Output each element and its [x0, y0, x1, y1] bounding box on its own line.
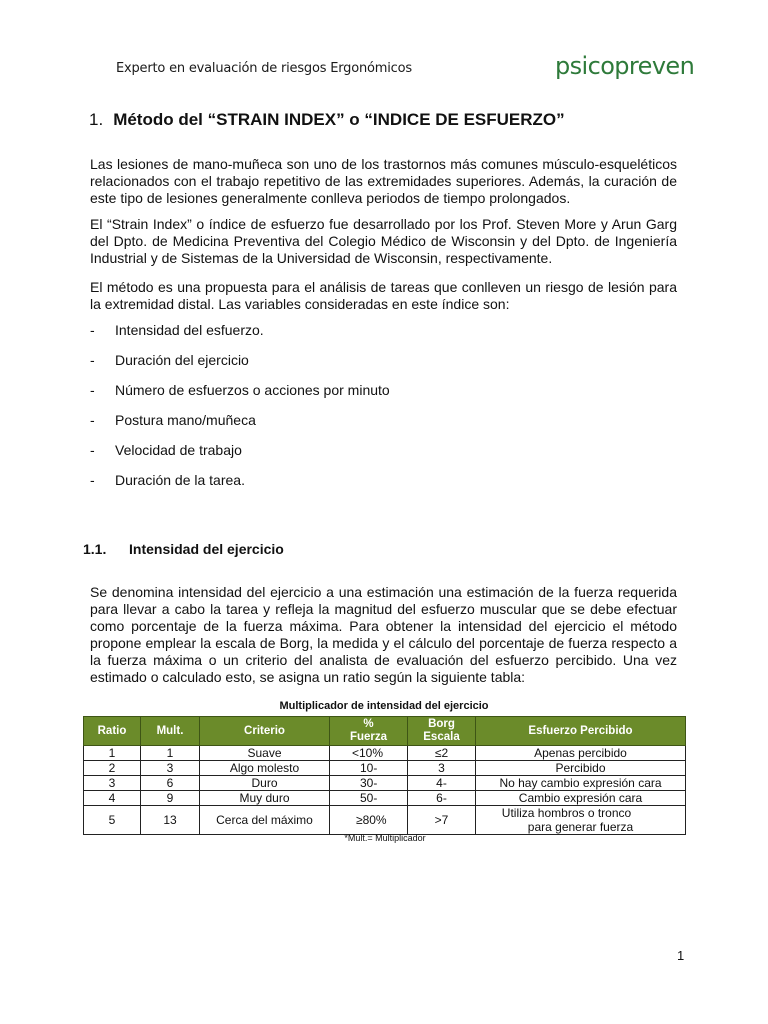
paragraph-authors: El “Strain Index” o índice de esfuerzo fue desarrollado por los Prof. Steven More y Arun Garg del Dpto. de Medicina Preventiva del Colegio Médico de Wisconsin y del Dpto. de Ingeniería Industrial y de Sistemas de la Universidad de Wisconsin, respectivamente.: [90, 216, 677, 266]
section-title: Método del “STRAIN INDEX” o “INDICE DE ESFUERZO”: [113, 110, 565, 129]
psicopreven-logo: psicopreven: [555, 52, 695, 80]
subsection-number: 1.1.: [83, 541, 107, 557]
section-heading: [89, 110, 565, 130]
paragraph-intensity: Se denomina intensidad del ejercicio a una estimación una estimación de la fuerza requerida para llevar a cabo la tarea y refleja la magnitud del esfuerzo muscular que se debe efectuar como porcentaje de la fuerza máxima. Para obtener la intensidad del ejercicio el método propone emplear la escala de Borg, la medida y el cálculo del porcentaje de fuerza respecto a la fuerza máxima o un criterio del analista de evaluación del esfuerzo percibido. Una vez estimado o calculado esto, se asigna un ratio según la siguiente tabla:: [90, 584, 677, 685]
col-mult: Mult.: [141, 717, 200, 746]
table-footnote: *Mult.= Multiplicador: [344, 833, 426, 843]
paragraph-method: El método es una propuesta para el análisis de tareas que conlleven un riesgo de lesión para la extremidad distal. Las variables consideradas en este índice son:: [90, 279, 677, 312]
table-row: 4 9 Muy duro 50- 6- Cambio expresión cara: [84, 791, 686, 806]
table-header-row: [84, 717, 686, 746]
col-borg: Borg Escala: [408, 717, 476, 746]
col-esfuerzo: Esfuerzo Percibido: [476, 717, 686, 746]
subsection-heading: [83, 541, 284, 557]
table-row: 3 6 Duro 30- 4- No hay cambio expresión cara: [84, 776, 686, 791]
col-criterio: Criterio: [200, 717, 330, 746]
table-row: 2 3 Algo molesto 10- 3 Percibido: [84, 761, 686, 776]
table-row: 1 1 Suave <10% ≤2 Apenas percibido: [84, 746, 686, 761]
header-title: Experto en evaluación de riesgos Ergonómicos: [116, 61, 412, 76]
table-caption: Multiplicador de intensidad del ejercicio: [279, 700, 489, 712]
col-ratio: Ratio: [84, 717, 141, 746]
subsection-title: Intensidad del ejercicio: [129, 541, 284, 557]
page-number: 1: [677, 948, 685, 963]
section-number: 1.: [89, 110, 104, 129]
col-fuerza: % Fuerza: [330, 717, 408, 746]
table-row: 5 13 Cerca del máximo ≥80% >7 Utiliza hombros o tronco para generar fuerza: [84, 806, 686, 835]
intensity-table: [83, 716, 686, 835]
paragraph-intro: Las lesiones de mano-muñeca son uno de los trastornos más comunes músculo-esqueléticos relacionados con el trabajo repetitivo de las extremidades superiores. Además, la curación de este tipo de lesiones generalmente conlleva periodos de tiempo prolongados.: [90, 156, 677, 206]
